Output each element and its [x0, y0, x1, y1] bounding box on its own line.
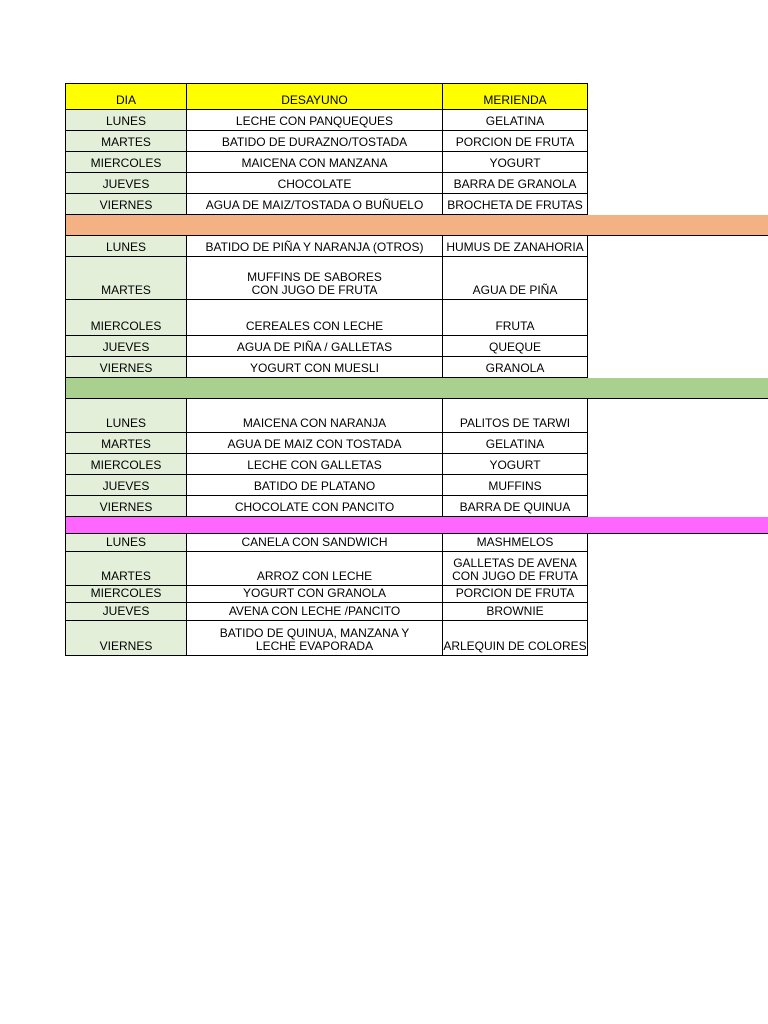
table-row — [65, 433, 768, 454]
cell-merienda: FRUTA — [443, 300, 588, 336]
table-row — [65, 496, 768, 517]
cell-dia: MARTES — [65, 552, 187, 586]
cell-desayuno: CANELA CON SANDWICH — [187, 534, 443, 552]
cell-dia: JUEVES — [65, 173, 187, 194]
cell-dia: LUNES — [65, 534, 187, 552]
menu-table — [65, 83, 768, 656]
cell-merienda: BROCHETA DE FRUTAS — [443, 194, 588, 215]
table-row — [65, 173, 768, 194]
cell-dia: MARTES — [65, 257, 187, 300]
cell-merienda: GRANOLA — [443, 357, 588, 378]
cell-desayuno: AGUA DE MAIZ/TOSTADA O BUÑUELO — [187, 194, 443, 215]
cell-dia: LUNES — [65, 110, 187, 131]
cell-desayuno: YOGURT CON MUESLI — [187, 357, 443, 378]
cell-merienda: GELATINA — [443, 110, 588, 131]
cell-dia: LUNES — [65, 236, 187, 257]
cell-desayuno: AGUA DE PIÑA / GALLETAS — [187, 336, 443, 357]
table-row — [65, 454, 768, 475]
cell-dia: LUNES — [65, 399, 187, 433]
cell-merienda: BARRA DE GRANOLA — [443, 173, 588, 194]
cell-desayuno: LECHE CON GALLETAS — [187, 454, 443, 475]
cell-dia: VIERNES — [65, 621, 187, 656]
week-separator-pink — [65, 517, 768, 534]
table-row — [65, 475, 768, 496]
table-row — [65, 586, 768, 603]
cell-desayuno: YOGURT CON GRANOLA — [187, 586, 443, 603]
cell-merienda: MUFFINS — [443, 475, 588, 496]
cell-dia: VIERNES — [65, 194, 187, 215]
week-separator-green — [65, 378, 768, 399]
cell-dia: MIERCOLES — [65, 300, 187, 336]
cell-desayuno: BATIDO DE QUINUA, MANZANA Y LECHE EVAPORADA — [187, 621, 443, 656]
header-row — [65, 83, 768, 110]
table-row — [65, 257, 768, 300]
cell-dia: JUEVES — [65, 336, 187, 357]
cell-merienda: ARLEQUIN DE COLORES — [443, 621, 588, 656]
table-row — [65, 194, 768, 215]
cell-dia: MIERCOLES — [65, 454, 187, 475]
cell-merienda: PALITOS DE TARWI — [443, 399, 588, 433]
header-desayuno: DESAYUNO — [187, 83, 443, 110]
cell-dia: VIERNES — [65, 496, 187, 517]
cell-dia: JUEVES — [65, 475, 187, 496]
cell-merienda: PORCION DE FRUTA — [443, 586, 588, 603]
cell-desayuno: CHOCOLATE — [187, 173, 443, 194]
table-row — [65, 336, 768, 357]
table-row — [65, 236, 768, 257]
cell-desayuno: AVENA CON LECHE /PANCITO — [187, 603, 443, 621]
cell-merienda: BARRA DE QUINUA — [443, 496, 588, 517]
cell-desayuno: BATIDO DE PIÑA Y NARANJA (OTROS) — [187, 236, 443, 257]
cell-desayuno: BATIDO DE PLATANO — [187, 475, 443, 496]
table-row — [65, 131, 768, 152]
table-row — [65, 603, 768, 621]
header-merienda: MERIENDA — [443, 83, 588, 110]
cell-desayuno: BATIDO DE DURAZNO/TOSTADA — [187, 131, 443, 152]
cell-merienda: BROWNIE — [443, 603, 588, 621]
week-separator-orange — [65, 215, 768, 236]
cell-desayuno: CHOCOLATE CON PANCITO — [187, 496, 443, 517]
cell-merienda: QUEQUE — [443, 336, 588, 357]
table-row — [65, 110, 768, 131]
cell-desayuno: AGUA DE MAIZ CON TOSTADA — [187, 433, 443, 454]
cell-dia: JUEVES — [65, 603, 187, 621]
table-row — [65, 357, 768, 378]
cell-merienda: GELATINA — [443, 433, 588, 454]
table-row — [65, 621, 768, 656]
cell-merienda: PORCION DE FRUTA — [443, 131, 588, 152]
table-row — [65, 152, 768, 173]
cell-merienda: MASHMELOS — [443, 534, 588, 552]
cell-dia: MARTES — [65, 433, 187, 454]
cell-desayuno: ARROZ CON LECHE — [187, 552, 443, 586]
cell-merienda: GALLETAS DE AVENA CON JUGO DE FRUTA — [443, 552, 588, 586]
table-row — [65, 534, 768, 552]
cell-dia: MIERCOLES — [65, 152, 187, 173]
cell-merienda: HUMUS DE ZANAHORIA — [443, 236, 588, 257]
cell-dia: MARTES — [65, 131, 187, 152]
cell-desayuno: MUFFINS DE SABORES CON JUGO DE FRUTA — [187, 257, 443, 300]
cell-merienda: AGUA DE PIÑA — [443, 257, 588, 300]
cell-merienda: YOGURT — [443, 152, 588, 173]
header-dia: DIA — [65, 83, 187, 110]
table-row — [65, 399, 768, 433]
table-row — [65, 552, 768, 586]
table-row — [65, 300, 768, 336]
cell-desayuno: MAICENA CON MANZANA — [187, 152, 443, 173]
cell-dia: VIERNES — [65, 357, 187, 378]
cell-desayuno: MAICENA CON NARANJA — [187, 399, 443, 433]
cell-dia: MIERCOLES — [65, 586, 187, 603]
cell-desayuno: LECHE CON PANQUEQUES — [187, 110, 443, 131]
cell-desayuno: CEREALES CON LECHE — [187, 300, 443, 336]
cell-merienda: YOGURT — [443, 454, 588, 475]
